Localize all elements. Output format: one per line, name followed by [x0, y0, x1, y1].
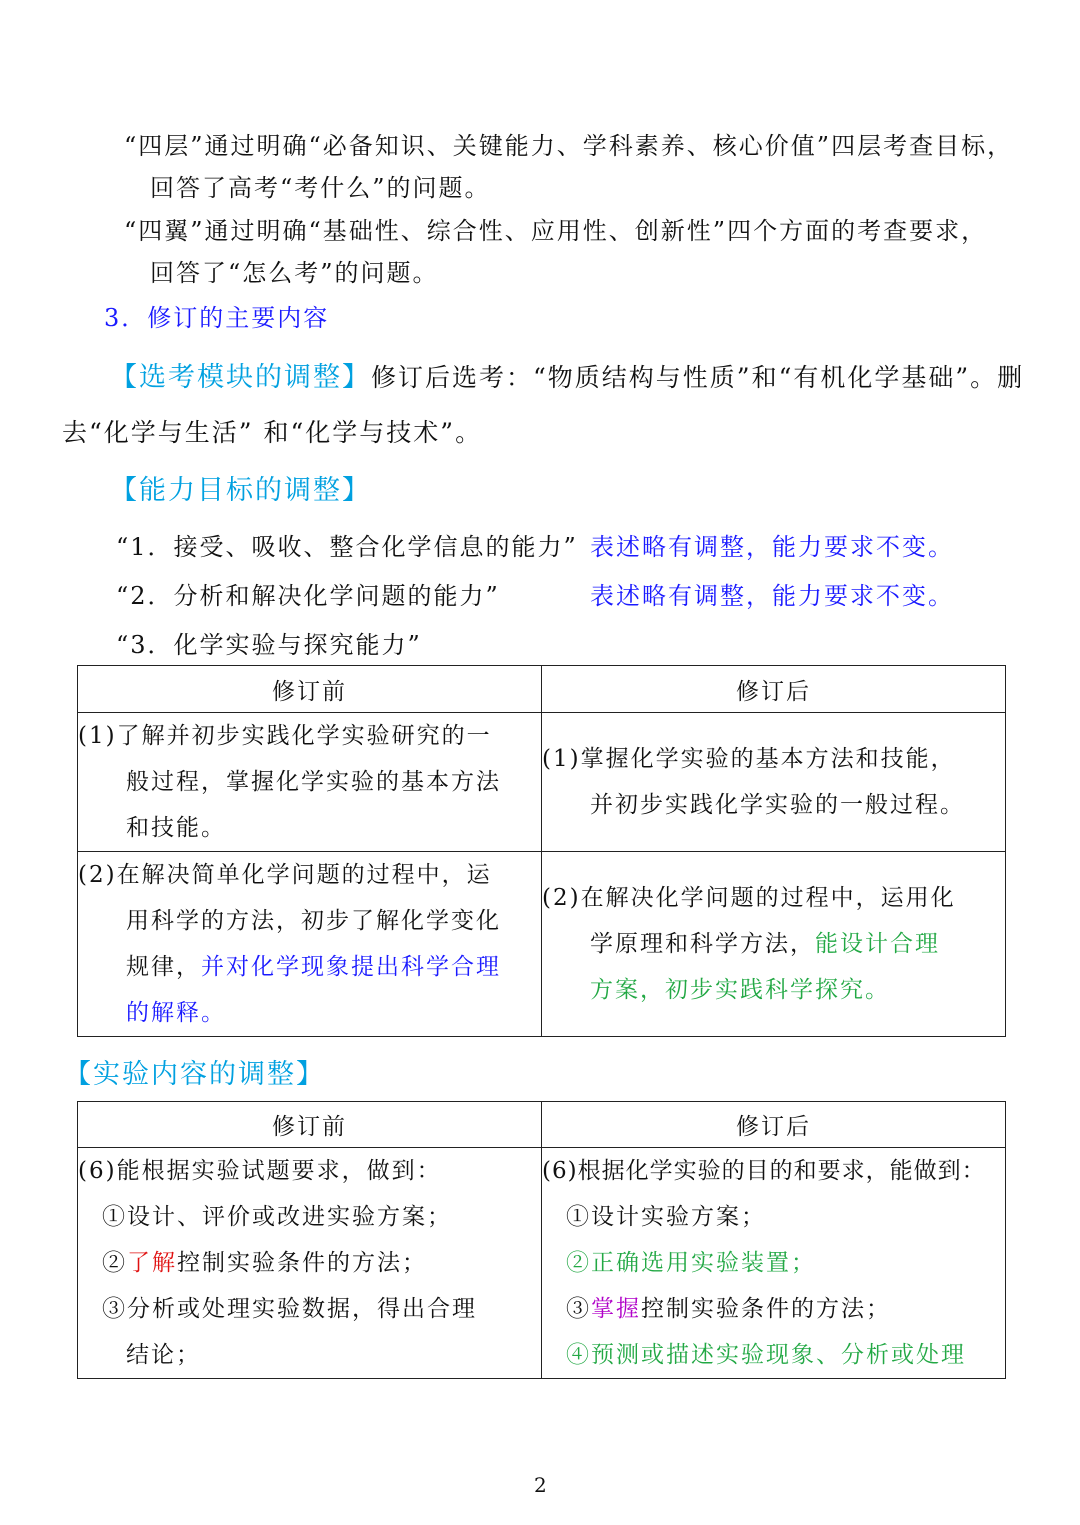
- ability-item-1-label: “1．接受、吸收、整合化学信息的能力”: [116, 533, 578, 561]
- highlight-text: 了解: [127, 1250, 177, 1276]
- cell-line: 用科学的方法，初步了解化学变化: [126, 908, 501, 934]
- page-number: 2: [534, 1473, 547, 1497]
- intro-line-4: 回答了“怎么考”的问题。: [150, 259, 439, 287]
- table-header-row: [78, 666, 1006, 713]
- cell-line: (6)根据化学实验的目的和要求，能做到：: [542, 1158, 986, 1184]
- cell-line: 并初步实践化学实验的一般过程。: [590, 792, 965, 818]
- table2-header-after: 修订后: [542, 1102, 1006, 1148]
- table1-header-after: 修订后: [542, 666, 1006, 713]
- cell-text: ③: [566, 1296, 591, 1322]
- ability-item-3-label: “3．化学实验与探究能力”: [116, 631, 422, 659]
- experiment-comparison-table: [77, 1101, 1006, 1379]
- table1-r2-after: [542, 852, 1006, 1037]
- ability-item-2-note: 表述略有调整，能力要求不变。: [590, 582, 954, 610]
- cell-text: 控制实验条件的方法；: [177, 1250, 427, 1276]
- cell-line: (2)在解决简单化学问题的过程中，运: [78, 862, 492, 888]
- module-text-2: 去“化学与生活” 和“化学与技术”。: [62, 418, 483, 447]
- cell-line: ②正确选用实验装置；: [566, 1250, 816, 1276]
- table1-r2-before: [78, 852, 542, 1037]
- cell-line: [542, 921, 1005, 967]
- highlight-text: 掌握: [591, 1296, 641, 1322]
- cell-line: 的解释。: [126, 1000, 226, 1026]
- cell-line: 方案，初步实践科学探究。: [590, 977, 890, 1003]
- ability-comparison-table: [77, 665, 1006, 1037]
- table-row: [78, 1148, 1006, 1379]
- cell-line: ④预测或描述实验现象、分析或处理: [566, 1342, 966, 1368]
- module-tag: 【选考模块的调整】: [110, 362, 371, 393]
- cell-line: (2)在解决化学问题的过程中，运用化: [542, 885, 956, 911]
- table2-header-before: 修订前: [78, 1102, 542, 1148]
- module-paragraph: [110, 355, 1024, 394]
- cell-text: 规律，: [126, 954, 201, 980]
- cell-text: 学原理和科学方法，: [590, 931, 815, 957]
- cell-text: ②: [102, 1250, 127, 1276]
- cell-line: [78, 944, 541, 990]
- cell-line: [78, 1240, 541, 1286]
- cell-line: [542, 1286, 1005, 1332]
- cell-line: (1)了解并初步实践化学实验研究的一: [78, 723, 492, 749]
- cell-line: 和技能。: [126, 815, 226, 841]
- ability-item-2-label: “2．分析和解决化学问题的能力”: [116, 582, 500, 610]
- table-row: [78, 852, 1006, 1037]
- table2-after: [542, 1148, 1006, 1379]
- cell-text: 控制实验条件的方法；: [641, 1296, 891, 1322]
- section-heading: 3．修订的主要内容: [104, 304, 330, 332]
- intro-line-1: “四层”通过明确“必备知识、关键能力、学科素养、核心价值”四层考查目标，: [124, 132, 1014, 160]
- table-row: [78, 713, 1006, 852]
- highlight-text: 能设计合理: [815, 931, 940, 957]
- ability-item-1-note: 表述略有调整，能力要求不变。: [590, 533, 954, 561]
- table1-header-before: 修订前: [78, 666, 542, 713]
- experiment-tag: 【实验内容的调整】: [64, 1059, 325, 1090]
- cell-line: ①设计、评价或改进实验方案；: [102, 1204, 452, 1230]
- cell-line: 般过程，掌握化学实验的基本方法: [126, 769, 501, 795]
- cell-line: 结论；: [126, 1342, 201, 1368]
- cell-line: ③分析或处理实验数据，得出合理: [102, 1296, 477, 1322]
- highlight-text: 并对化学现象提出科学合理: [201, 954, 501, 980]
- intro-line-2: 回答了高考“考什么”的问题。: [150, 174, 491, 202]
- intro-line-3: “四翼”通过明确“基础性、综合性、应用性、创新性”四个方面的考查要求，: [124, 217, 988, 245]
- table2-before: [78, 1148, 542, 1379]
- module-text-1: 修订后选考：“物质结构与性质”和“有机化学基础”。删: [371, 363, 1025, 392]
- ability-tag: 【能力目标的调整】: [110, 475, 371, 506]
- cell-line: ①设计实验方案；: [566, 1204, 766, 1230]
- table-header-row: [78, 1102, 1006, 1148]
- table1-r1-after: [542, 713, 1006, 852]
- table1-r1-before: [78, 713, 542, 852]
- cell-line: (1)掌握化学实验的基本方法和技能，: [542, 746, 956, 772]
- cell-line: (6)能根据实验试题要求，做到：: [78, 1158, 442, 1184]
